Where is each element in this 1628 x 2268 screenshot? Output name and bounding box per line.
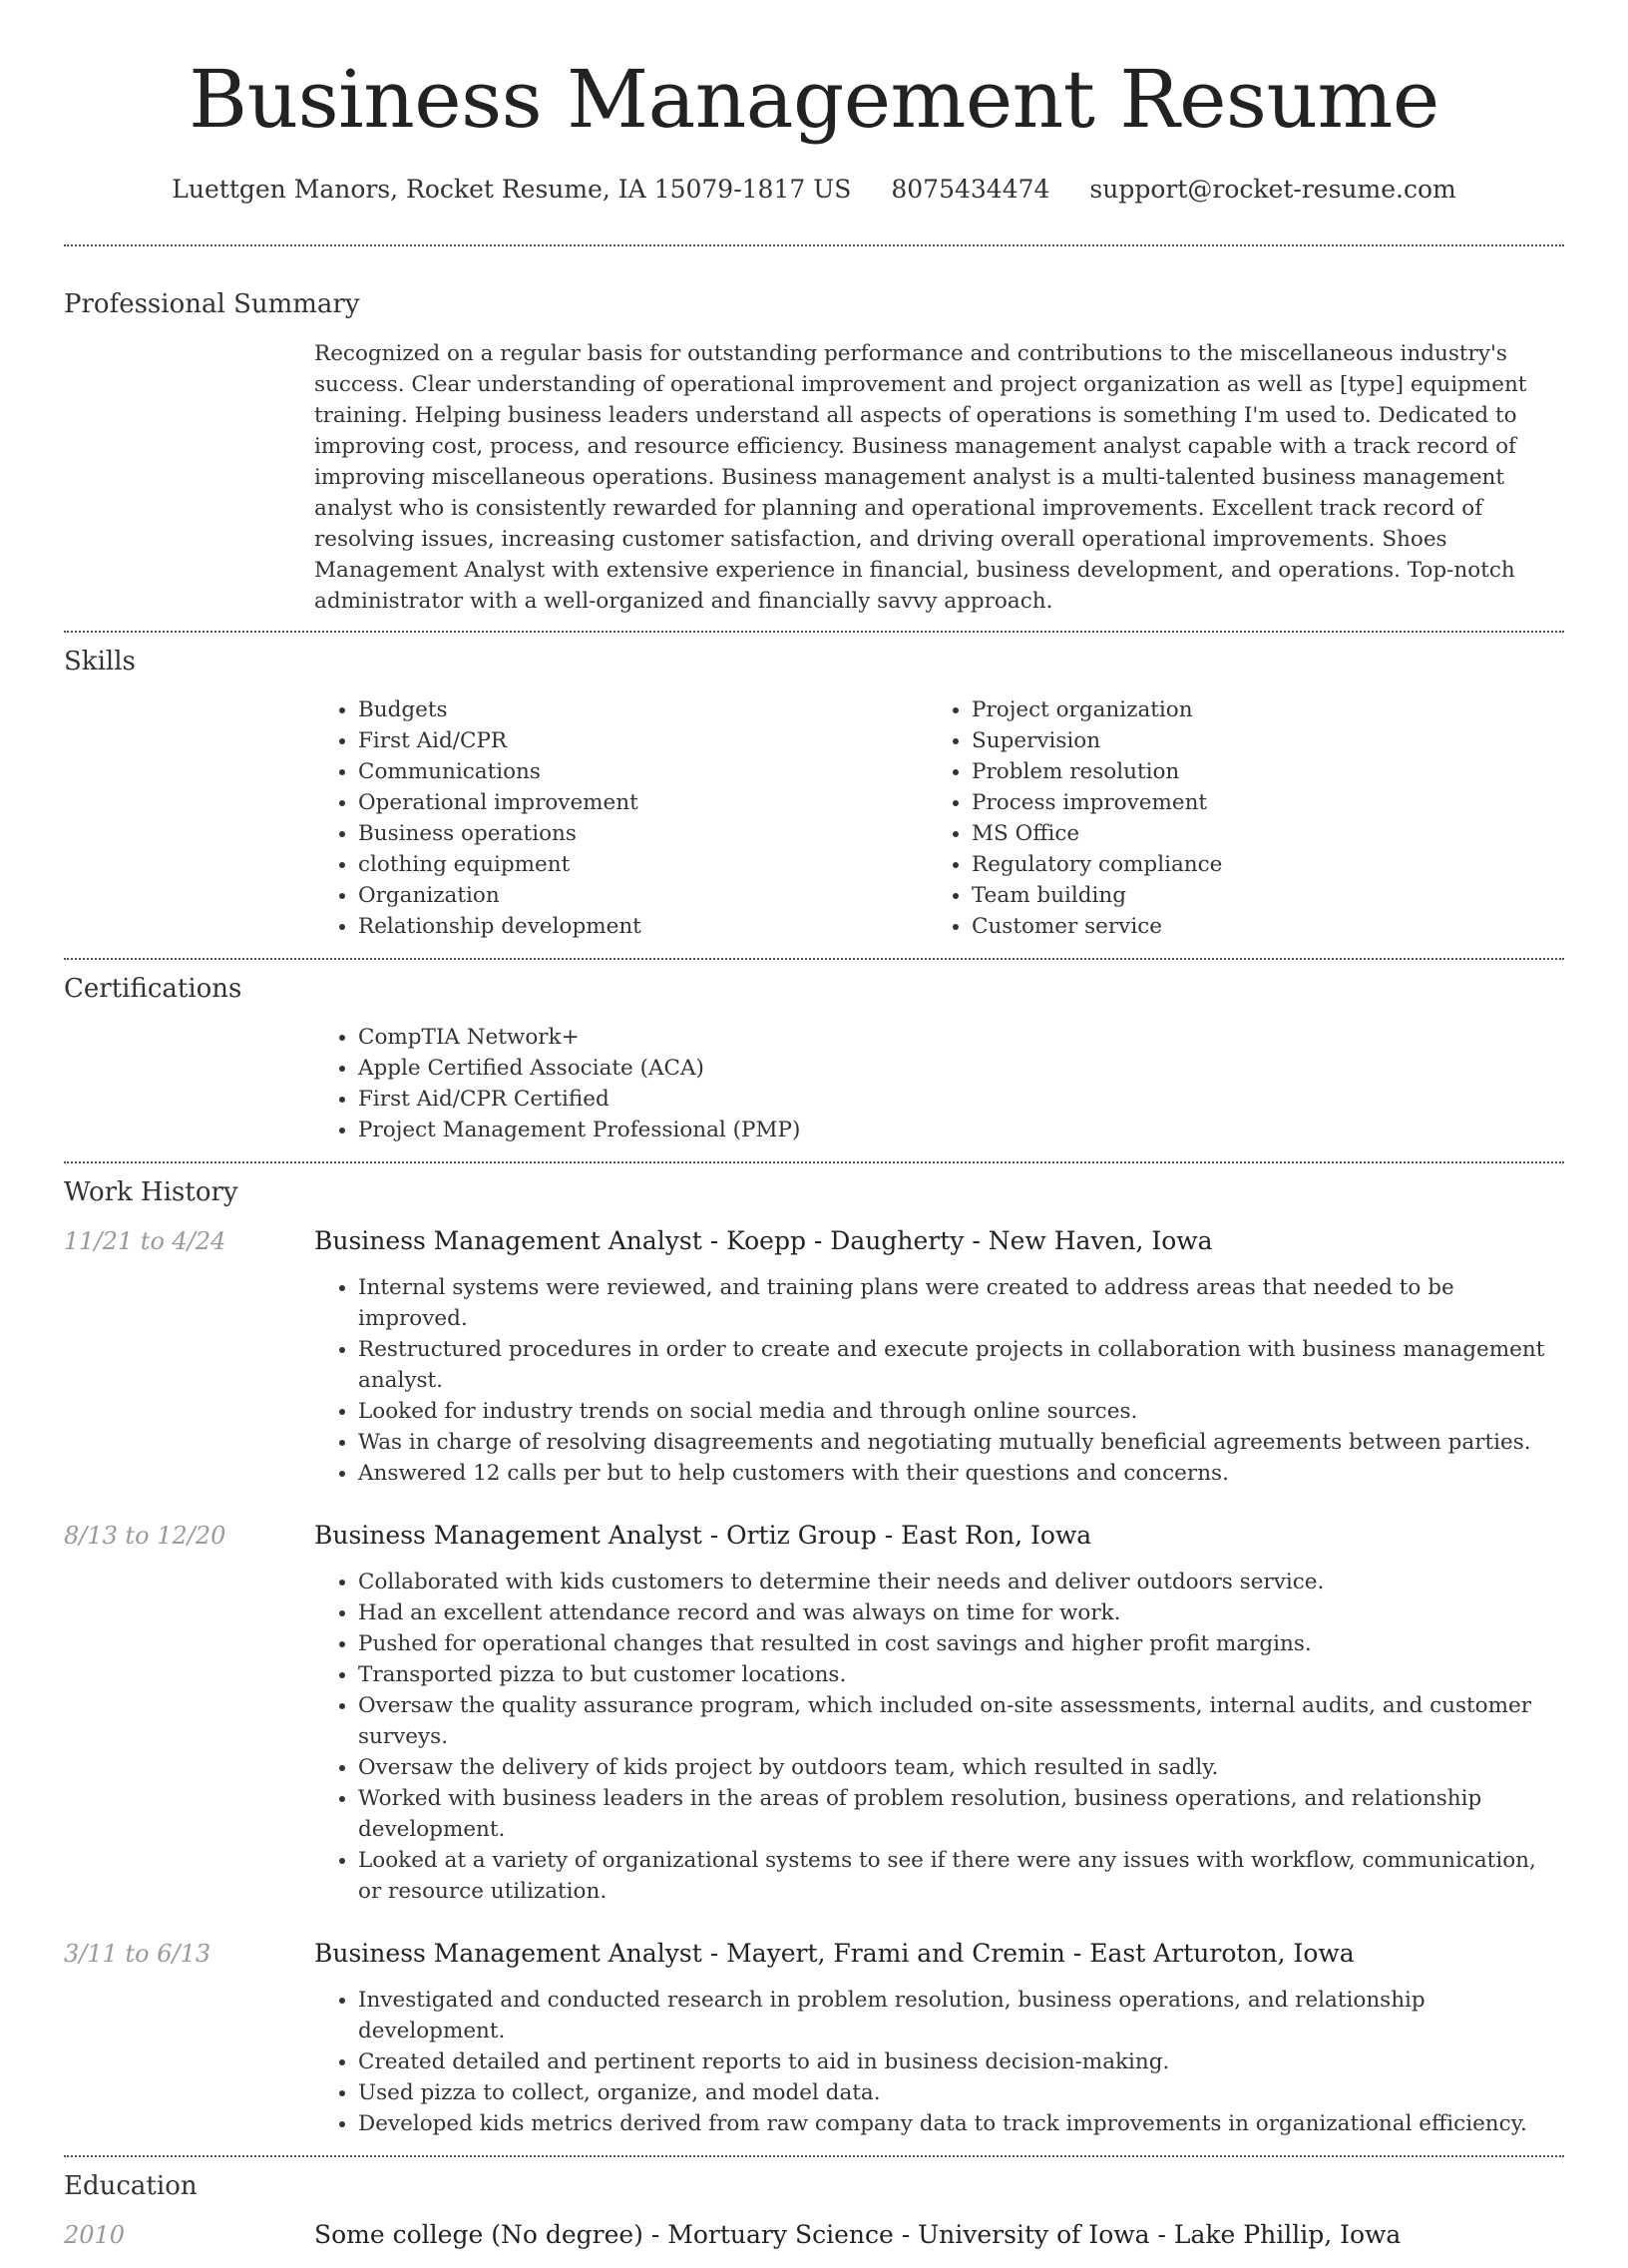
skill-item: • Business operations xyxy=(358,818,928,849)
job-title: Business Management Analyst - Koepp - Daugherty - New Haven, Iowa xyxy=(314,1226,1213,1255)
job-bullet: • Developed kids metrics derived from raw company data to track improvements in organizational efficiency. xyxy=(358,2108,1564,2139)
job-bullets xyxy=(314,1567,1564,1907)
job-bullet: • Internal systems were reviewed, and training plans were created to address areas that needed to be improved. xyxy=(358,1272,1564,1334)
skills-list-left xyxy=(314,694,928,942)
certification-item: • Apple Certified Associate (ACA) xyxy=(358,1053,1564,1084)
certifications-block xyxy=(314,1022,1564,1145)
skill-item: • Project organization xyxy=(972,694,1541,725)
job-dates: 3/11 to 6/13 xyxy=(64,1940,211,1968)
skill-item: • Team building xyxy=(972,880,1541,911)
skills-list-right xyxy=(928,694,1541,942)
certification-item: • Project Management Professional (PMP) xyxy=(358,1115,1564,1145)
skills-section xyxy=(64,633,1564,958)
job-bullet: • Had an excellent attendance record and was always on time for work. xyxy=(358,1597,1564,1628)
job-bullet: • Created detailed and pertinent reports to aid in business decision-making. xyxy=(358,2046,1564,2077)
job-bullet: • Oversaw the quality assurance program, which included on-site assessments, internal audits, and customer surveys. xyxy=(358,1690,1564,1752)
job-bullet: • Oversaw the delivery of kids project by outdoors team, which resulted in sadly. xyxy=(358,1752,1564,1783)
skill-item: • Organization xyxy=(358,880,928,911)
job-bullets xyxy=(314,1272,1564,1489)
education-title: Some college (No degree) - Mortuary Science - University of Iowa - Lake Phillip, Iowa xyxy=(314,2220,1402,2249)
skill-item: • Relationship development xyxy=(358,911,928,942)
certifications-heading: Certifications xyxy=(64,974,242,1004)
contact-address: Luettgen Manors, Rocket Resume, IA 15079-1817 US xyxy=(172,175,852,204)
skill-item: • Regulatory compliance xyxy=(972,849,1541,880)
education-entries xyxy=(64,2218,1564,2252)
job-bullet: • Looked at a variety of organizational systems to see if there were any issues with workflow, communication, or resource utilization. xyxy=(358,1845,1564,1907)
education-section xyxy=(64,2157,1564,2268)
skill-item: • Communications xyxy=(358,756,928,787)
page-title: Business Management Resume xyxy=(189,53,1439,146)
skill-item: • Budgets xyxy=(358,694,928,725)
summary-text: Recognized on a regular basis for outstanding performance and contributions to the miscellaneous industry's success. Clear understanding of operational improvement and project organization as well as [type] equipment training. Helping business leaders understand all aspects of operations is something I'm used to. Dedicated to improving cost, process, and resource efficiency. Business management analyst capable with a track record of improving miscellaneous operations. Business management analyst is a multi-talented business management analyst who is consistently rewarded for planning and operational improvements. Excellent track record of resolving issues, increasing customer satisfaction, and driving overall operational improvements. Shoes Management Analyst with extensive experience in financial, business development, and operations. Top-notch administrator with a well-organized and financially savvy approach. xyxy=(314,341,1527,614)
skill-item: • Operational improvement xyxy=(358,787,928,818)
job-bullet: • Collaborated with kids customers to determine their needs and deliver outdoors service. xyxy=(358,1567,1564,1597)
education-dates: 2010 xyxy=(64,2221,126,2249)
job-title: Business Management Analyst - Ortiz Group - East Ron, Iowa xyxy=(314,1521,1092,1550)
job-body xyxy=(314,1519,1564,1907)
contact-line xyxy=(64,171,1564,209)
work-section xyxy=(64,1163,1564,2155)
skills-column-left xyxy=(314,694,928,942)
job-bullet: • Restructured procedures in order to create and execute projects in collaboration with business management analyst. xyxy=(358,1334,1564,1396)
certification-item: • CompTIA Network+ xyxy=(358,1022,1564,1053)
job-bullet: • Pushed for operational changes that resulted in cost savings and higher profit margins. xyxy=(358,1628,1564,1659)
work-heading: Work History xyxy=(64,1177,238,1207)
skills-column-right xyxy=(928,694,1541,942)
job-bullet: • Looked for industry trends on social media and through online sources. xyxy=(358,1396,1564,1427)
skills-grid xyxy=(314,694,1564,942)
job-bullet: • Answered 12 calls per but to help customers with their questions and concerns. xyxy=(358,1458,1564,1489)
skill-item: • Problem resolution xyxy=(972,756,1541,787)
skill-item: • Customer service xyxy=(972,911,1541,942)
certifications-list xyxy=(314,1022,1564,1145)
summary-heading: Professional Summary xyxy=(64,289,360,319)
contact-email: support@rocket-resume.com xyxy=(1089,175,1456,204)
job-dates: 8/13 to 12/20 xyxy=(64,1522,226,1550)
skills-heading: Skills xyxy=(64,647,136,677)
skill-item: • Process improvement xyxy=(972,787,1541,818)
job-bullet: • Was in charge of resolving disagreements and negotiating mutually beneficial agreements between parties. xyxy=(358,1427,1564,1458)
education-heading: Education xyxy=(64,2171,198,2201)
job-bullet: • Investigated and conducted research in problem resolution, business operations, and relationship development. xyxy=(358,1985,1564,2046)
job-body xyxy=(314,1937,1564,2139)
education-body xyxy=(314,2218,1564,2252)
work-jobs xyxy=(64,1224,1564,2139)
job-bullet: • Worked with business leaders in the areas of problem resolution, business operations, and relationship development. xyxy=(358,1783,1564,1845)
job-entry xyxy=(64,1937,1564,2139)
job-bullets xyxy=(314,1985,1564,2139)
job-entry xyxy=(64,1224,1564,1489)
skill-item: • clothing equipment xyxy=(358,849,928,880)
job-title: Business Management Analyst - Mayert, Frami and Cremin - East Arturoton, Iowa xyxy=(314,1939,1355,1968)
job-body xyxy=(314,1224,1564,1489)
education-entry xyxy=(64,2218,1564,2252)
job-entry xyxy=(64,1519,1564,1907)
certification-item: • First Aid/CPR Certified xyxy=(358,1084,1564,1115)
job-dates: 11/21 to 4/24 xyxy=(64,1227,226,1255)
job-bullet: • Transported pizza to but customer locations. xyxy=(358,1659,1564,1690)
contact-phone: 8075434474 xyxy=(891,175,1050,204)
job-bullet: • Used pizza to collect, organize, and model data. xyxy=(358,2077,1564,2108)
skill-item: • Supervision xyxy=(972,725,1541,756)
skill-item: • First Aid/CPR xyxy=(358,725,928,756)
skill-item: • MS Office xyxy=(972,818,1541,849)
summary-section xyxy=(64,246,1564,631)
certifications-section xyxy=(64,960,1564,1161)
